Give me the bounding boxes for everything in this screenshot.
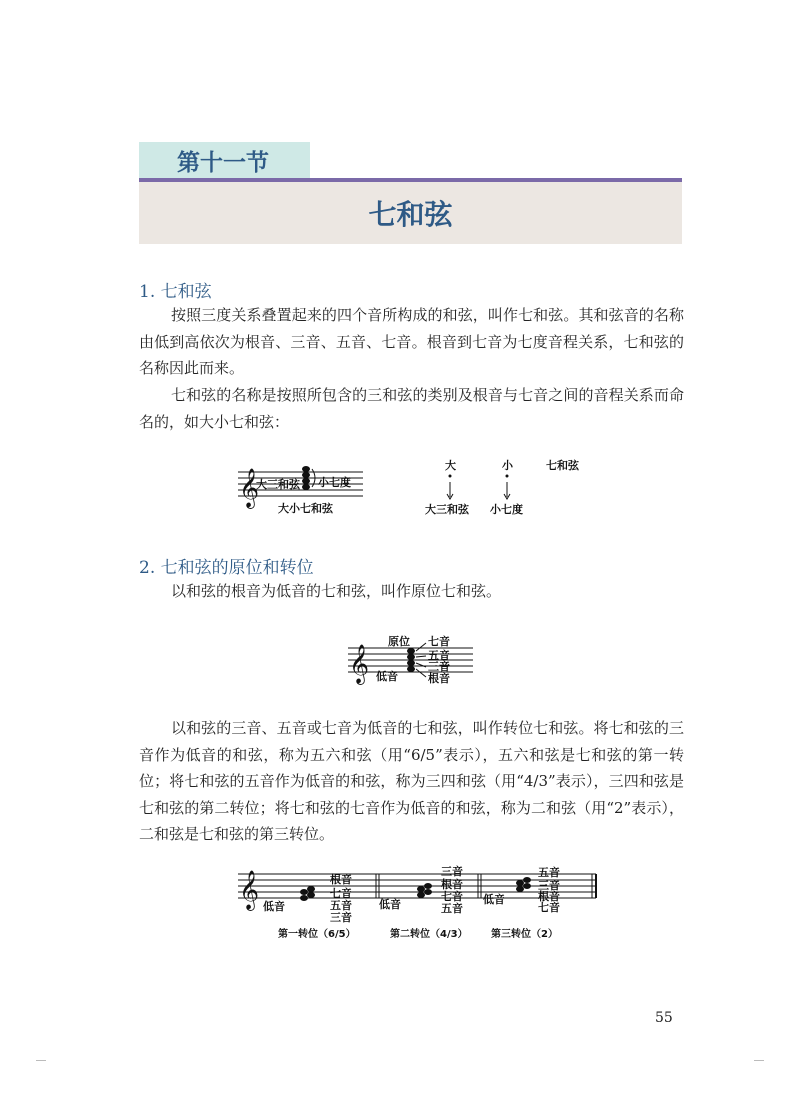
heading-positions: 2. 七和弦的原位和转位	[139, 558, 314, 578]
inv1-label-1: 根音	[330, 873, 352, 886]
section-tab: 第十一节	[139, 142, 310, 179]
crop-mark-right	[754, 1060, 764, 1061]
figure-major-minor-seventh	[238, 465, 368, 520]
inv2-label-2: 根音	[441, 878, 463, 891]
paragraph-naming: 七和弦的名称是按照所包含的三和弦的类别及根音与七音之间的音程关系而命名的，如大小七和弦：	[139, 386, 684, 431]
label-root: 根音	[428, 672, 450, 685]
figure-inversions	[238, 860, 600, 942]
treble-clef-icon: 𝄞	[239, 468, 260, 508]
inv3-label-3: 根音	[538, 890, 560, 903]
label-bass: 低音	[376, 670, 398, 683]
inv1-bass: 低音	[263, 900, 285, 913]
crop-mark-left	[36, 1060, 46, 1061]
label-third: 三音	[428, 660, 450, 673]
paragraph-definition: 按照三度关系叠置起来的四个音所构成的和弦，叫作七和弦。其和弦音的名称由低到高依次为根音、三音、五音、七音。根音到七音为七度音程关系，七和弦的名称因此而来。	[139, 306, 684, 377]
figure-root-position	[348, 630, 478, 686]
inv2-caption: 第二转位（4/3）	[390, 929, 468, 940]
paragraph-inversions: 以和弦的三音、五音或七音为低音的七和弦，叫作转位七和弦。将七和弦的三音作为低音的和弦，称为五六和弦（用“6/5”表示），五六和弦是七和弦的第一转位；将七和弦的五音作为低音的和弦，称为三四和弦（用“4/3”表示），三四和弦是七和弦的第二转位；将七和弦的七音作为低音的和弦，称为二和弦（用“2”表示），二和弦是七和弦的第三转位。	[139, 719, 684, 843]
label-big: 大	[445, 459, 456, 472]
figure-caption: 大小七和弦	[278, 502, 333, 515]
treble-clef-icon: 𝄞	[239, 870, 260, 910]
label-major-triad: 大三和弦	[256, 478, 300, 491]
label-small: 小	[502, 459, 513, 472]
label-minor-seventh-interval: 小七度	[490, 503, 523, 516]
inv1-label-2: 七音	[330, 887, 352, 900]
heading-seventh-chord: 1. 七和弦	[139, 282, 212, 302]
treble-clef-icon: 𝄞	[349, 644, 370, 684]
inv2-label-3: 七音	[441, 890, 463, 903]
inv3-caption: 第三转位（2）	[491, 929, 558, 940]
label-big-triad: 大三和弦	[425, 503, 469, 516]
label-root-position: 原位	[388, 635, 410, 648]
inv2-label-1: 三音	[441, 865, 463, 878]
page-title: 七和弦	[139, 182, 682, 244]
inversion-2-notes	[417, 883, 432, 898]
inv1-caption: 第一转位（6/5）	[278, 929, 356, 940]
inv3-label-2: 三音	[538, 879, 560, 892]
page-number: 55	[655, 1010, 673, 1026]
inv3-label-1: 五音	[538, 866, 560, 879]
inversion-1-notes	[300, 886, 315, 901]
inv1-label-4: 三音	[330, 911, 352, 924]
inversion-3-notes	[516, 877, 531, 892]
paragraph-root-position: 以和弦的根音为低音的七和弦，叫作原位七和弦。	[171, 582, 502, 600]
label-minor-seventh: 小七度	[318, 476, 351, 489]
figure-naming-diagram	[420, 455, 610, 525]
inv2-label-4: 五音	[441, 902, 463, 915]
inv2-bass: 低音	[379, 898, 401, 911]
label-seventh: 七音	[428, 635, 450, 648]
inv1-label-3: 五音	[330, 899, 352, 912]
label-seventh-chord: 七和弦	[546, 459, 579, 472]
inv3-bass: 低音	[483, 893, 505, 906]
inv3-label-4: 七音	[538, 901, 560, 914]
label-fifth: 五音	[428, 649, 450, 662]
